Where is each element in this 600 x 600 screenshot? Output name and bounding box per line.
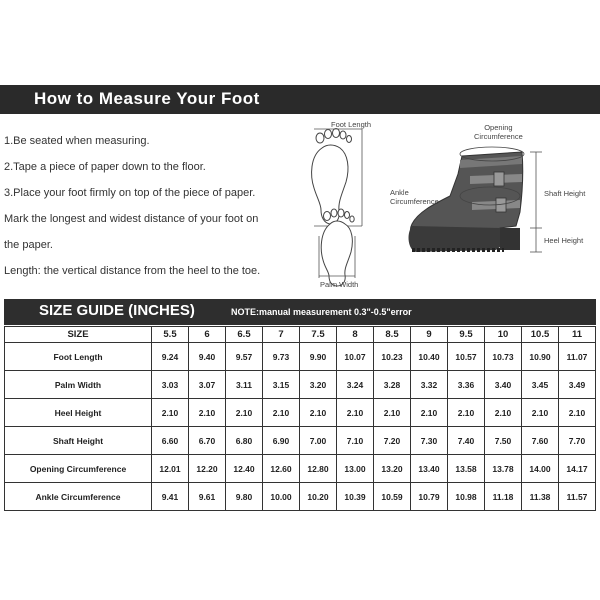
row-label: Shaft Height [5,427,152,455]
table-row [5,427,596,455]
table-cell: 13.20 [374,455,411,483]
table-cell: 9.73 [263,343,300,371]
instruction-line: Length: the vertical distance from the heel to the toe. [4,265,261,277]
header-banner [0,85,600,114]
table-cell: 7.00 [300,427,337,455]
size-col-header: 9.5 [448,327,485,343]
size-guide-header [4,299,596,325]
table-cell: 9.40 [189,343,226,371]
table-cell: 3.28 [374,371,411,399]
row-label: Opening Circumference [5,455,152,483]
table-cell: 7.10 [337,427,374,455]
table-cell: 2.10 [559,399,596,427]
row-label: Foot Length [5,343,152,371]
table-cell: 2.10 [448,399,485,427]
instruction-line: 3.Place your foot firmly on top of the piece of paper. [4,187,256,199]
table-cell: 3.32 [411,371,448,399]
table-row [5,483,596,511]
table-row [5,343,596,371]
foot-length-label: Foot Length [331,120,372,129]
table-cell: 9.90 [300,343,337,371]
table-cell: 10.40 [411,343,448,371]
row-label: Ankle Circumference [5,483,152,511]
table-cell: 7.30 [411,427,448,455]
foot-sole-icon [321,209,354,286]
table-cell: 2.10 [226,399,263,427]
table-cell: 9.57 [226,343,263,371]
shaft-height-label: Shaft Height [544,189,586,198]
table-cell: 13.58 [448,455,485,483]
table-cell: 10.57 [448,343,485,371]
table-cell: 13.00 [337,455,374,483]
row-label: Heel Height [5,399,152,427]
table-cell: 6.70 [189,427,226,455]
size-col-header: 7 [263,327,300,343]
table-cell: 11.57 [559,483,596,511]
table-cell: 9.80 [226,483,263,511]
table-cell: 3.11 [226,371,263,399]
instruction-line: Mark the longest and widest distance of your foot on [4,213,259,225]
instruction-line: the paper. [4,239,53,251]
diagram-illustration [300,116,600,292]
table-cell: 6.90 [263,427,300,455]
ankle-circumference-label: Ankle Circumference [390,188,439,206]
table-cell: 10.90 [522,343,559,371]
table-cell: 7.20 [374,427,411,455]
size-guide-note: NOTE:manual measurement 0.3"-0.5"error [231,307,412,317]
table-cell: 10.39 [337,483,374,511]
table-cell: 2.10 [263,399,300,427]
instruction-line: 1.Be seated when measuring. [4,135,150,147]
size-guide-title: SIZE GUIDE (INCHES) [39,302,195,319]
size-col-header: 6 [189,327,226,343]
heel-height-label: Heel Height [544,236,584,245]
table-cell: 12.80 [300,455,337,483]
table-cell: 3.24 [337,371,374,399]
size-header-row [5,327,596,343]
table-cell: 3.20 [300,371,337,399]
table-cell: 11.38 [522,483,559,511]
table-cell: 10.23 [374,343,411,371]
size-col-header: 9 [411,327,448,343]
table-cell: 11.18 [485,483,522,511]
table-cell: 2.10 [300,399,337,427]
size-col-header: 8 [337,327,374,343]
table-cell: 2.10 [189,399,226,427]
measure-instructions [4,128,304,284]
page-title: How to Measure Your Foot [34,89,260,108]
table-cell: 13.78 [485,455,522,483]
table-cell: 2.10 [152,399,189,427]
table-row [5,455,596,483]
table-cell: 3.36 [448,371,485,399]
table-cell: 3.49 [559,371,596,399]
table-cell: 10.98 [448,483,485,511]
opening-circumference-label: Opening Circumference [474,123,523,141]
table-row [5,371,596,399]
table-cell: 2.10 [522,399,559,427]
table-cell: 10.07 [337,343,374,371]
heel-height-arrow [530,228,542,252]
measurement-diagram [300,116,600,292]
table-cell: 3.45 [522,371,559,399]
table-cell: 7.60 [522,427,559,455]
palm-width-label: Palm Width [320,280,359,289]
table-cell: 11.07 [559,343,596,371]
table-cell: 7.40 [448,427,485,455]
table-cell: 9.24 [152,343,189,371]
size-col-header: 11 [559,327,596,343]
table-cell: 2.10 [485,399,522,427]
shaft-height-arrow [530,152,542,228]
size-col-header: 5.5 [152,327,189,343]
size-col-header: 8.5 [374,327,411,343]
table-cell: 7.50 [485,427,522,455]
table-cell: 14.00 [522,455,559,483]
size-col-header: 10.5 [522,327,559,343]
table-cell: 10.79 [411,483,448,511]
size-col-header: 6.5 [226,327,263,343]
table-cell: 12.01 [152,455,189,483]
table-cell: 14.17 [559,455,596,483]
table-cell: 7.70 [559,427,596,455]
size-col-header: 7.5 [300,327,337,343]
table-cell: 3.03 [152,371,189,399]
size-col-header: 10 [485,327,522,343]
table-cell: 6.80 [226,427,263,455]
table-cell: 10.73 [485,343,522,371]
table-cell: 9.41 [152,483,189,511]
table-cell: 6.60 [152,427,189,455]
table-cell: 12.60 [263,455,300,483]
table-cell: 2.10 [337,399,374,427]
table-cell: 3.15 [263,371,300,399]
table-cell: 12.40 [226,455,263,483]
table-cell: 10.59 [374,483,411,511]
row-label: Palm Width [5,371,152,399]
size-header-label: SIZE [5,327,152,343]
table-cell: 9.61 [189,483,226,511]
instruction-line: 2.Tape a piece of paper down to the floor. [4,161,206,173]
table-cell: 10.00 [263,483,300,511]
table-cell: 3.07 [189,371,226,399]
table-row [5,399,596,427]
table-cell: 10.20 [300,483,337,511]
table-cell: 13.40 [411,455,448,483]
size-table [4,326,596,511]
table-cell: 3.40 [485,371,522,399]
table-cell: 2.10 [374,399,411,427]
table-cell: 12.20 [189,455,226,483]
table-cell: 2.10 [411,399,448,427]
